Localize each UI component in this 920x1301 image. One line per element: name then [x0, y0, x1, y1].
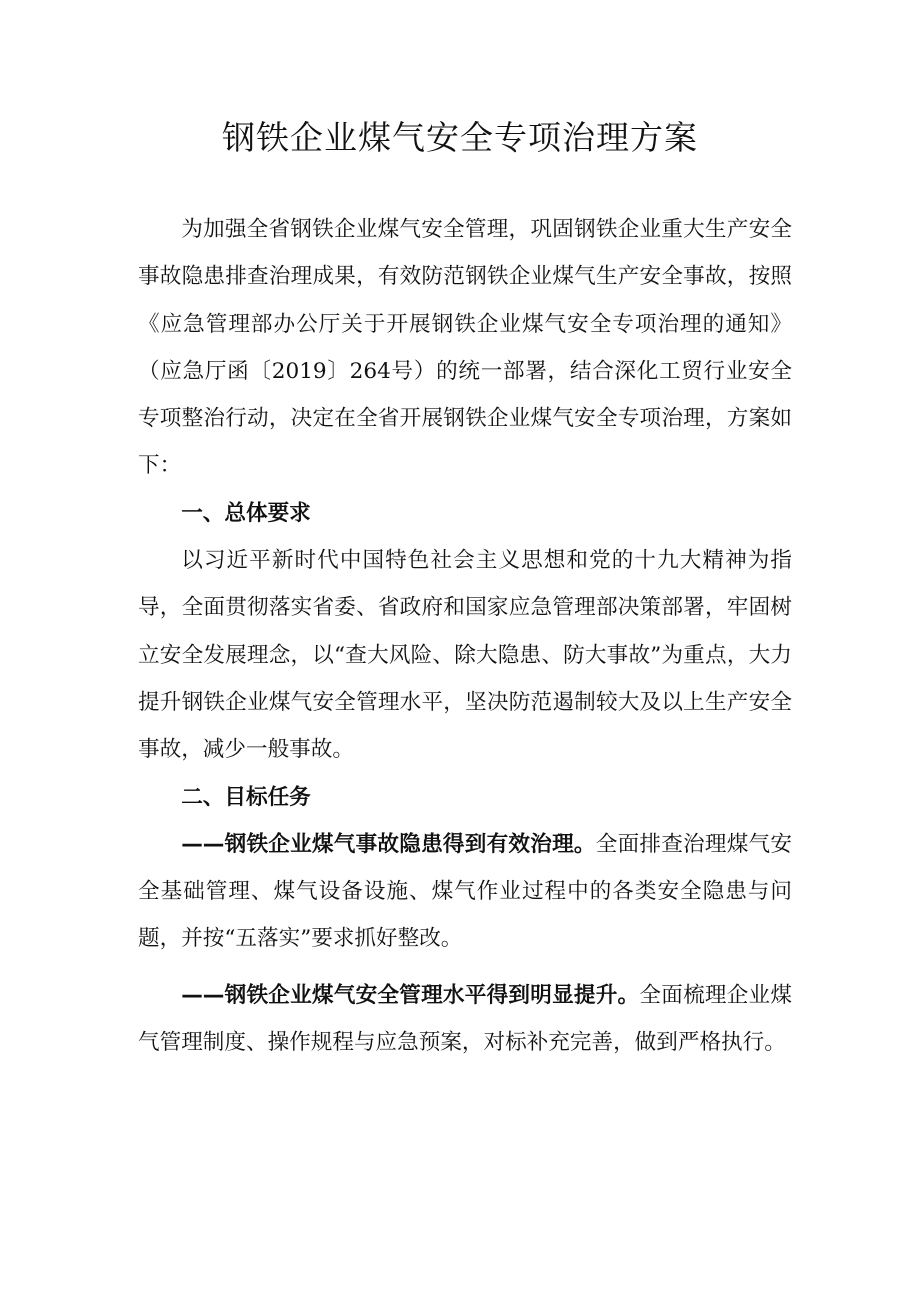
intro-paragraph: 为加强全省钢铁企业煤气安全管理，巩固钢铁企业重大生产安全事故隐患排查治理成果，有效防范钢铁企业煤气生产安全事故，按照《应急管理部办公厅关于开展钢铁企业煤气安全专项治理的通知》（应急厅函〔2019〕264号）的统一部署，结合深化工贸行业安全专项整治行动，决定在全省开展钢铁企业煤气安全专项治理，方案如下： [138, 217, 792, 479]
goal-item-2-lead: ——钢铁企业煤气安全管理水平得到明显提升。 [181, 982, 640, 1008]
general-requirements-paragraph: 以习近平新时代中国特色社会主义思想和党的十九大精神为指导，全面贯彻落实省委、省政府和国家应急管理部决策部署，牢固树立安全发展理念，以“查大风险、除大隐患、防大事故”为重点，大力提升钢铁企业煤气安全管理水平，坚决防范遏制较大及以上生产安全事故，减少一般事故。 [138, 548, 792, 763]
section-heading-general-requirements: 一、总体要求 [181, 500, 311, 526]
goal-item-2-text: 全面梳理企业煤气管理制度、操作规程与应急预案，对标补充完善，做到严格执行。 [138, 982, 792, 1056]
goal-item-1-text: 全面排查治理煤气安全基础管理、煤气设备设施、煤气作业过程中的各类安全隐患与问题，并按“五落实”要求抓好整改。 [138, 831, 792, 952]
document-body [138, 206, 792, 1066]
goal-item-1 [138, 821, 792, 963]
document-title: 钢铁企业煤气安全专项治理方案 [222, 118, 698, 157]
section-heading-goals-tasks: 二、目标任务 [181, 784, 311, 810]
goal-item-2 [138, 972, 792, 1067]
goal-item-1-lead: ——钢铁企业煤气事故隐患得到有效治理。 [181, 831, 596, 857]
